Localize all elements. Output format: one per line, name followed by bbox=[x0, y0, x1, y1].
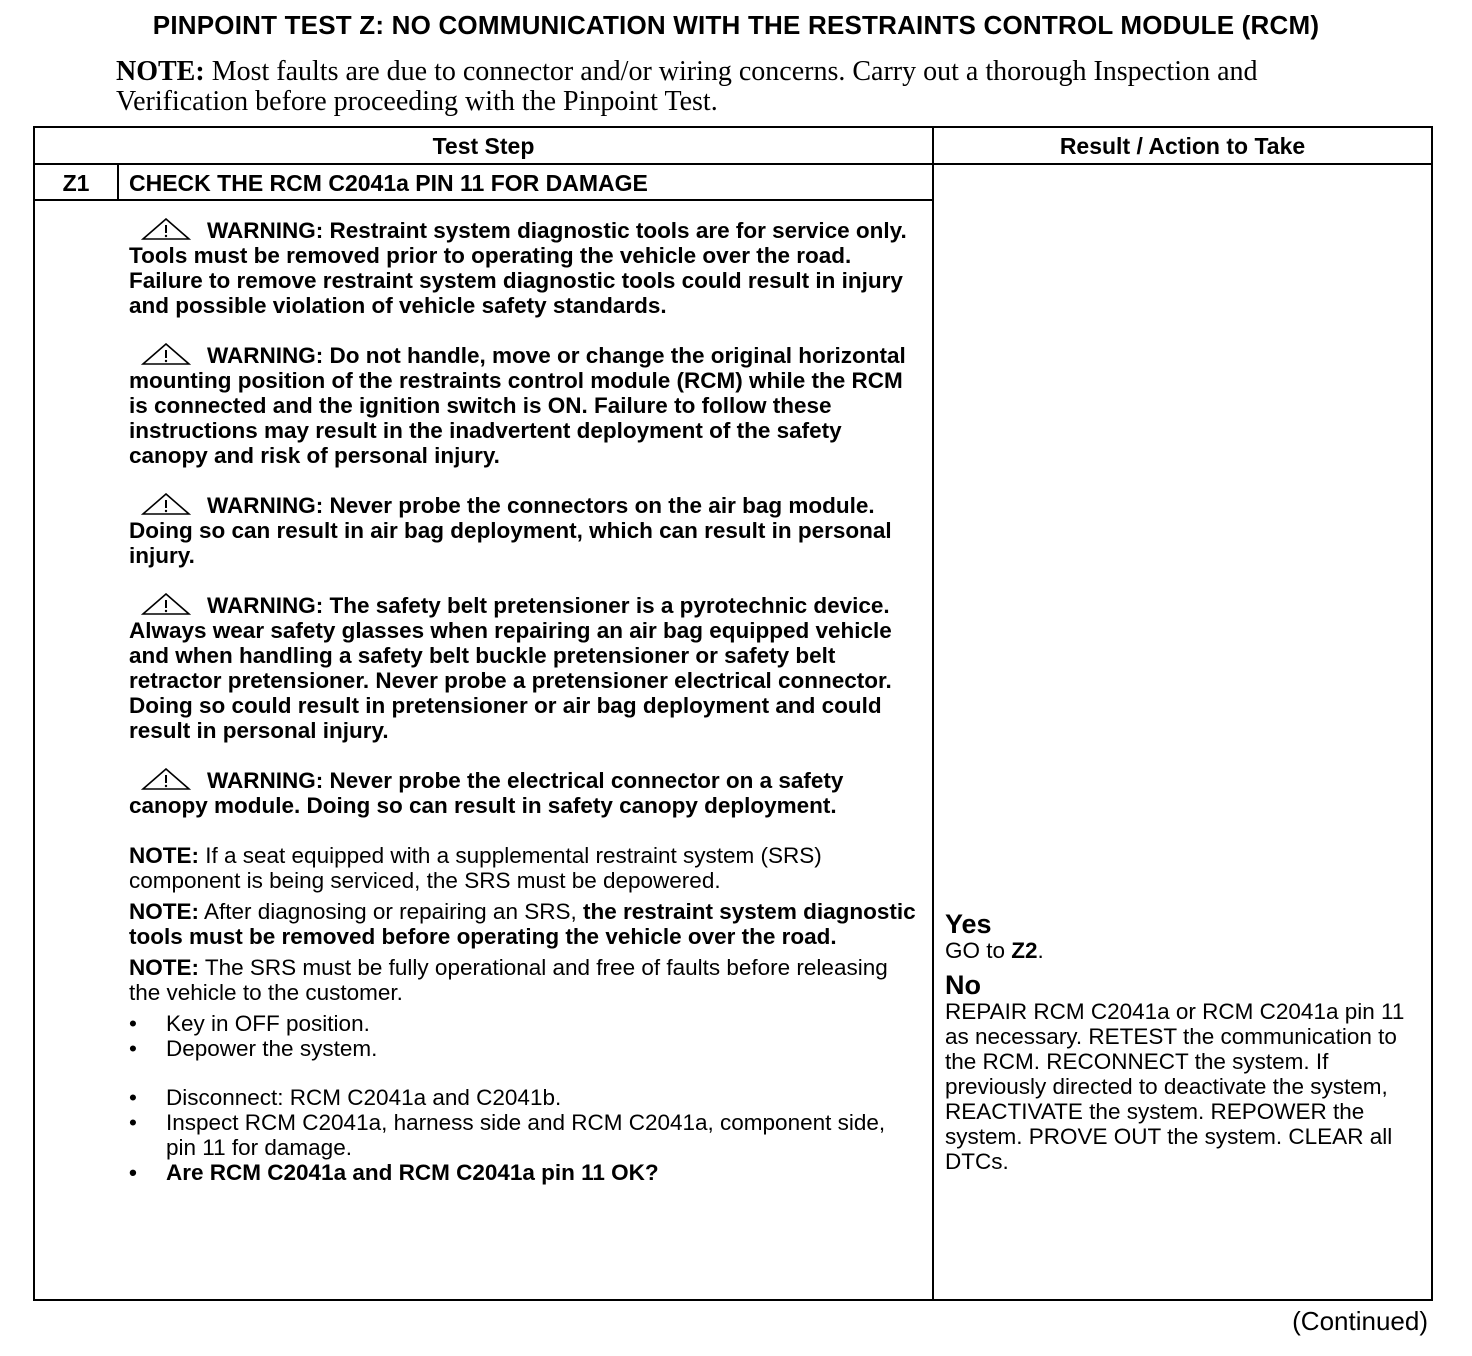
list-item: • Key in OFF position. bbox=[129, 1011, 919, 1036]
result-actions bbox=[945, 906, 1431, 1174]
warning-triangle-icon bbox=[141, 343, 191, 365]
step-id-divider bbox=[117, 164, 119, 200]
note-2: NOTE: After diagnosing or repairing an SRS, the restraint system diagnostic tools must be removed before operating the vehicle over the road. bbox=[129, 899, 916, 949]
step-title: CHECK THE RCM C2041a PIN 11 FOR DAMAGE bbox=[129, 170, 648, 196]
warning-2: WARNING: Do not handle, move or change the original horizontal mounting position of the restraints control module (RCM) while the RCM is connected and the ignition switch is ON. Failure to follow these instructions may result in the inadvertent deployment of the safety canopy and risk of personal injury. bbox=[129, 343, 906, 468]
step-body bbox=[129, 218, 919, 1185]
note-3: NOTE: The SRS must be fully operational and free of faults before releasing the vehicle to the customer. bbox=[129, 955, 888, 1005]
pinpoint-test-table bbox=[33, 126, 1433, 1301]
warning-triangle-icon bbox=[141, 593, 191, 615]
test-question: • Are RCM C2041a and RCM C2041a pin 11 OK? bbox=[129, 1160, 919, 1185]
warning-5: WARNING: Never probe the electrical connector on a safety canopy module. Doing so can result in safety canopy deployment. bbox=[129, 768, 844, 818]
continued-label: (Continued) bbox=[1292, 1306, 1428, 1336]
result-no-label: No bbox=[945, 970, 981, 1000]
intro-note-label: NOTE: bbox=[116, 56, 205, 87]
intro-note-text: Most faults are due to connector and/or wiring concerns. Carry out a thorough Inspection and Verification before proceeding with the Pinpoint Test. bbox=[116, 56, 1258, 117]
list-item: • Depower the system. bbox=[129, 1036, 919, 1061]
list-item: • Inspect RCM C2041a, harness side and RCM C2041a, component side, pin 11 for damage. bbox=[129, 1110, 919, 1160]
result-yes-text: GO to Z2. bbox=[945, 938, 1044, 963]
warning-triangle-icon bbox=[141, 218, 191, 240]
result-yes-label: Yes bbox=[945, 909, 992, 939]
step-id: Z1 bbox=[62, 170, 90, 196]
result-no-text: REPAIR RCM C2041a or RCM C2041a pin 11 as necessary. RETEST the communication to the RCM. RECONNECT the system. If previously directed to deactivate the system, REACTIVATE the system. REPOWER the system. PROVE OUT the system. CLEAR all DTCs. bbox=[945, 999, 1405, 1174]
page-title: PINPOINT TEST Z: NO COMMUNICATION WITH THE RESTRAINTS CONTROL MODULE (RCM) bbox=[152, 10, 1320, 40]
warning-triangle-icon bbox=[141, 768, 191, 790]
list-item: • Disconnect: RCM C2041a and C2041b. bbox=[129, 1085, 919, 1110]
header-test-step: Test Step bbox=[432, 133, 535, 159]
header-result-action: Result / Action to Take bbox=[1059, 133, 1306, 159]
warning-4: WARNING: The safety belt pretensioner is a pyrotechnic device. Always wear safety glasses when repairing an air bag equipped vehicle and when handling a safety belt buckle pretensioner or safety belt retractor pretensioner. Never probe a pretensioner electrical connector. Doing so could result in pretensioner or air bag deployment and could result in personal injury. bbox=[129, 593, 892, 743]
intro-note bbox=[116, 57, 1316, 117]
column-divider bbox=[932, 128, 934, 1299]
warning-triangle-icon bbox=[141, 493, 191, 515]
warning-3: WARNING: Never probe the connectors on the air bag module. Doing so can result in air bag deployment, which can result in personal injury. bbox=[129, 493, 892, 568]
note-1: NOTE: If a seat equipped with a supplemental restraint system (SRS) component is being serviced, the SRS must be depowered. bbox=[129, 843, 822, 893]
warning-1: WARNING: Restraint system diagnostic tools are for service only. Tools must be removed prior to operating the vehicle over the road. Failure to remove restraint system diagnostic tools could result in injury and possible violation of vehicle safety standards. bbox=[129, 218, 907, 318]
result-yes-target: Z2 bbox=[1011, 938, 1038, 963]
